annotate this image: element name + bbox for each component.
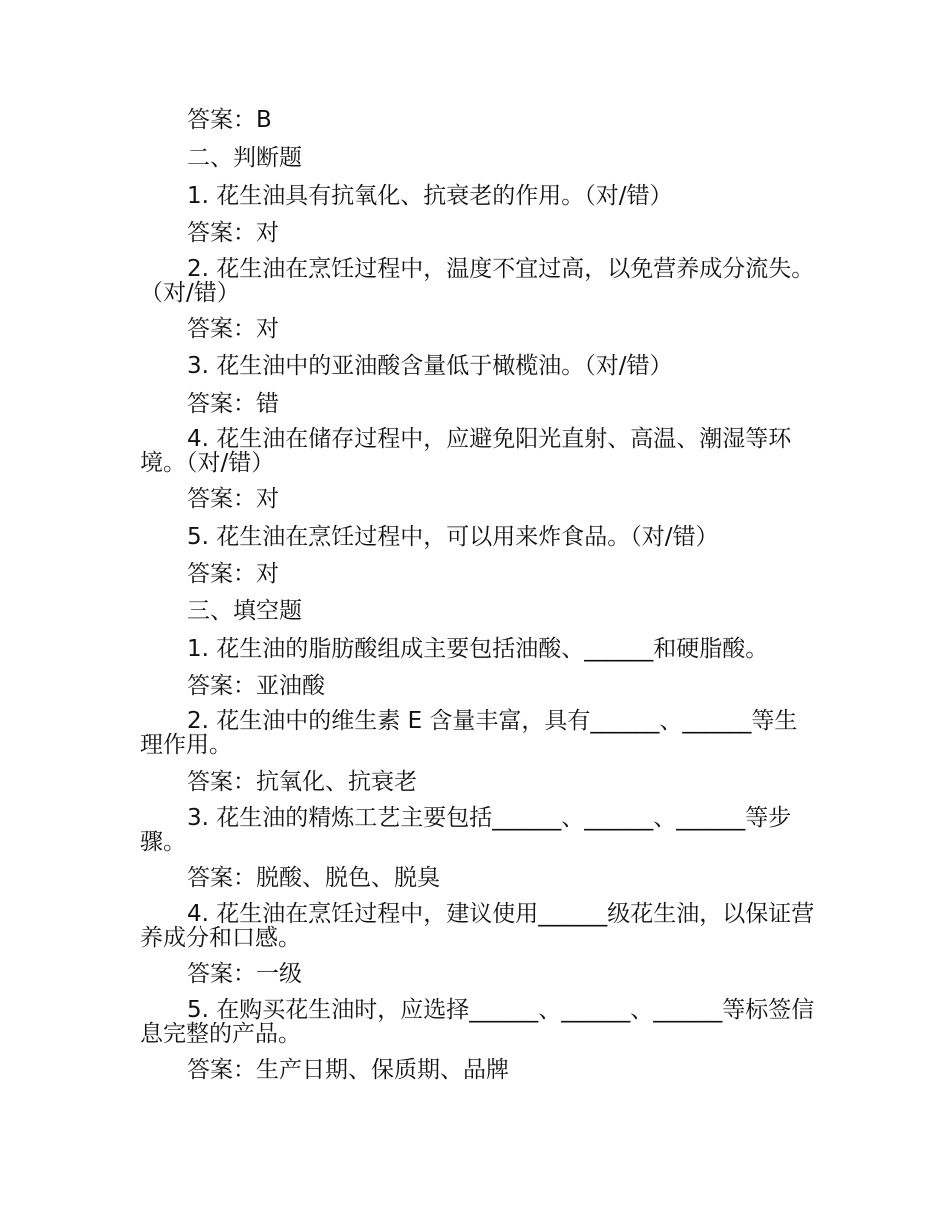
question-text: 4. 花生油在烹饪过程中，建议使用______级花生油，以保证营养成分和口感。 bbox=[140, 901, 815, 951]
question-text: 1. 花生油具有抗氧化、抗衰老的作用。（对/错） bbox=[187, 183, 673, 209]
question-text: 2. 花生油中的维生素 E 含量丰富，具有______、______等生理作用。 bbox=[140, 708, 798, 758]
question-text: 1. 花生油的脂肪酸组成主要包括油酸、______和硬脂酸。 bbox=[187, 636, 769, 662]
answer-text: 答案：抗氧化、抗衰老 bbox=[187, 769, 417, 795]
answer-text: 答案：B bbox=[187, 107, 272, 133]
answer-text: 答案：对 bbox=[187, 220, 279, 246]
answer-text: 答案：生产日期、保质期、品牌 bbox=[187, 1057, 509, 1083]
question-text: 4. 花生油在储存过程中，应避免阳光直射、高温、潮湿等环境。（对/错） bbox=[140, 426, 792, 476]
question-text: 2. 花生油在烹饪过程中，温度不宜过高，以免营养成分流失。（对/错） bbox=[140, 256, 815, 306]
answer-text: 答案：亚油酸 bbox=[187, 673, 325, 699]
answer-text: 答案：对 bbox=[187, 561, 279, 587]
answer-text: 答案：错 bbox=[187, 391, 279, 417]
section-heading-true-false: 二、判断题 bbox=[187, 145, 302, 171]
section-heading-fill-in: 三、填空题 bbox=[187, 598, 302, 624]
question-text: 5. 花生油在烹饪过程中，可以用来炸食品。（对/错） bbox=[187, 524, 719, 550]
answer-text: 答案：对 bbox=[187, 486, 279, 512]
question-text: 5. 在购买花生油时，应选择______、______、______等标签信息完整的产品。 bbox=[140, 997, 815, 1047]
answer-text: 答案：脱酸、脱色、脱臭 bbox=[187, 865, 440, 891]
question-text: 3. 花生油的精炼工艺主要包括______、______、______等步骤。 bbox=[140, 805, 792, 855]
answer-text: 答案：对 bbox=[187, 316, 279, 342]
question-text: 3. 花生油中的亚油酸含量低于橄榄油。（对/错） bbox=[187, 353, 673, 379]
answer-text: 答案：一级 bbox=[187, 961, 302, 987]
